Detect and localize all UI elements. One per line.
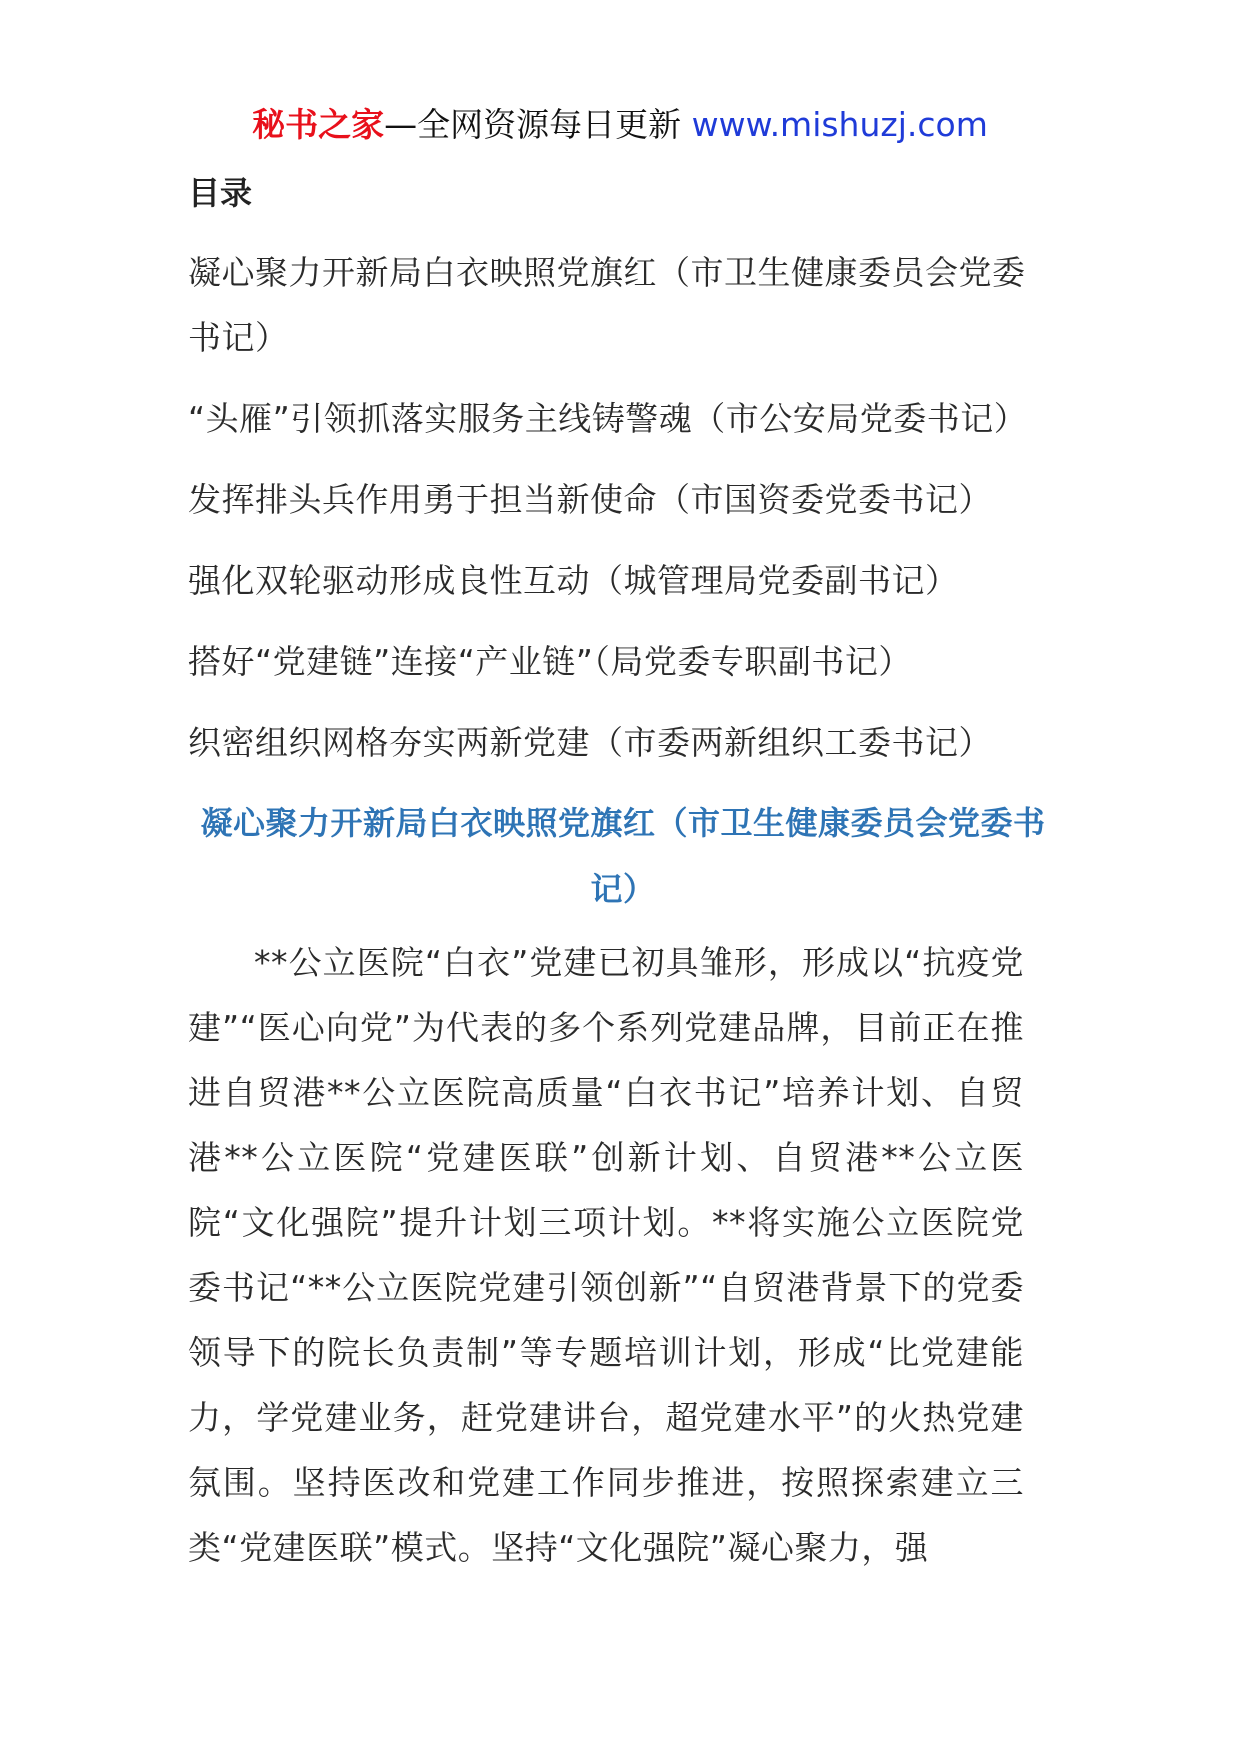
body-paragraph: **公立医院“白衣”党建已初具雏形，形成以“抗疫党建”“医心向党”为代表的多个系列党建品牌，目前正在推进自贸港**公立医院高质量“白衣书记”培养计划、自贸港**公立医院“党建医联”创新计划、自贸港**公立医院“文化强院”提升计划三项计划。**将实施公立医院党委书记“**公立医院党建引领创新”“自贸港背景下的党委领导下的院长负责制”等专题培训计划，形成“比党建能力，学党建业务，赶党建讲台，超党建水平”的火热党建氛围。坚持医改和党建工作同步推进，按照探索建立三类“党建医联”模式。坚持“文化强院”凝心聚力，强 — [188, 943, 1024, 1567]
header-tagline: —全网资源每日更新 — [384, 105, 682, 144]
toc-item[interactable]: 发挥排头兵作用勇于担当新使命（市国资委党委书记） — [188, 480, 992, 519]
toc-item[interactable]: “头雁”引领抓落实服务主线铸警魂（市公安局党委书记） — [188, 399, 1028, 438]
table-of-contents — [188, 240, 1048, 791]
toc-item[interactable]: 织密组织网格夯实两新党建（市委两新组织工委书记） — [188, 723, 992, 762]
toc-heading: 目录 — [188, 174, 253, 212]
site-header — [0, 98, 1240, 152]
brand-name: 秘书之家 — [252, 105, 385, 144]
toc-item[interactable]: 凝心聚力开新局白衣映照党旗红（市卫生健康委员会党委书记） — [188, 253, 1026, 357]
toc-item[interactable]: 强化双轮驱动形成良性互动（城管理局党委副书记） — [188, 561, 959, 600]
toc-item[interactable]: 搭好“党建链”连接“产业链”（局党委专职副书记） — [188, 642, 912, 681]
site-url-link[interactable]: www.mishuzj.com — [691, 105, 988, 144]
section-title: 凝心聚力开新局白衣映照党旗红（市卫生健康委员会党委书记） — [200, 804, 1046, 908]
